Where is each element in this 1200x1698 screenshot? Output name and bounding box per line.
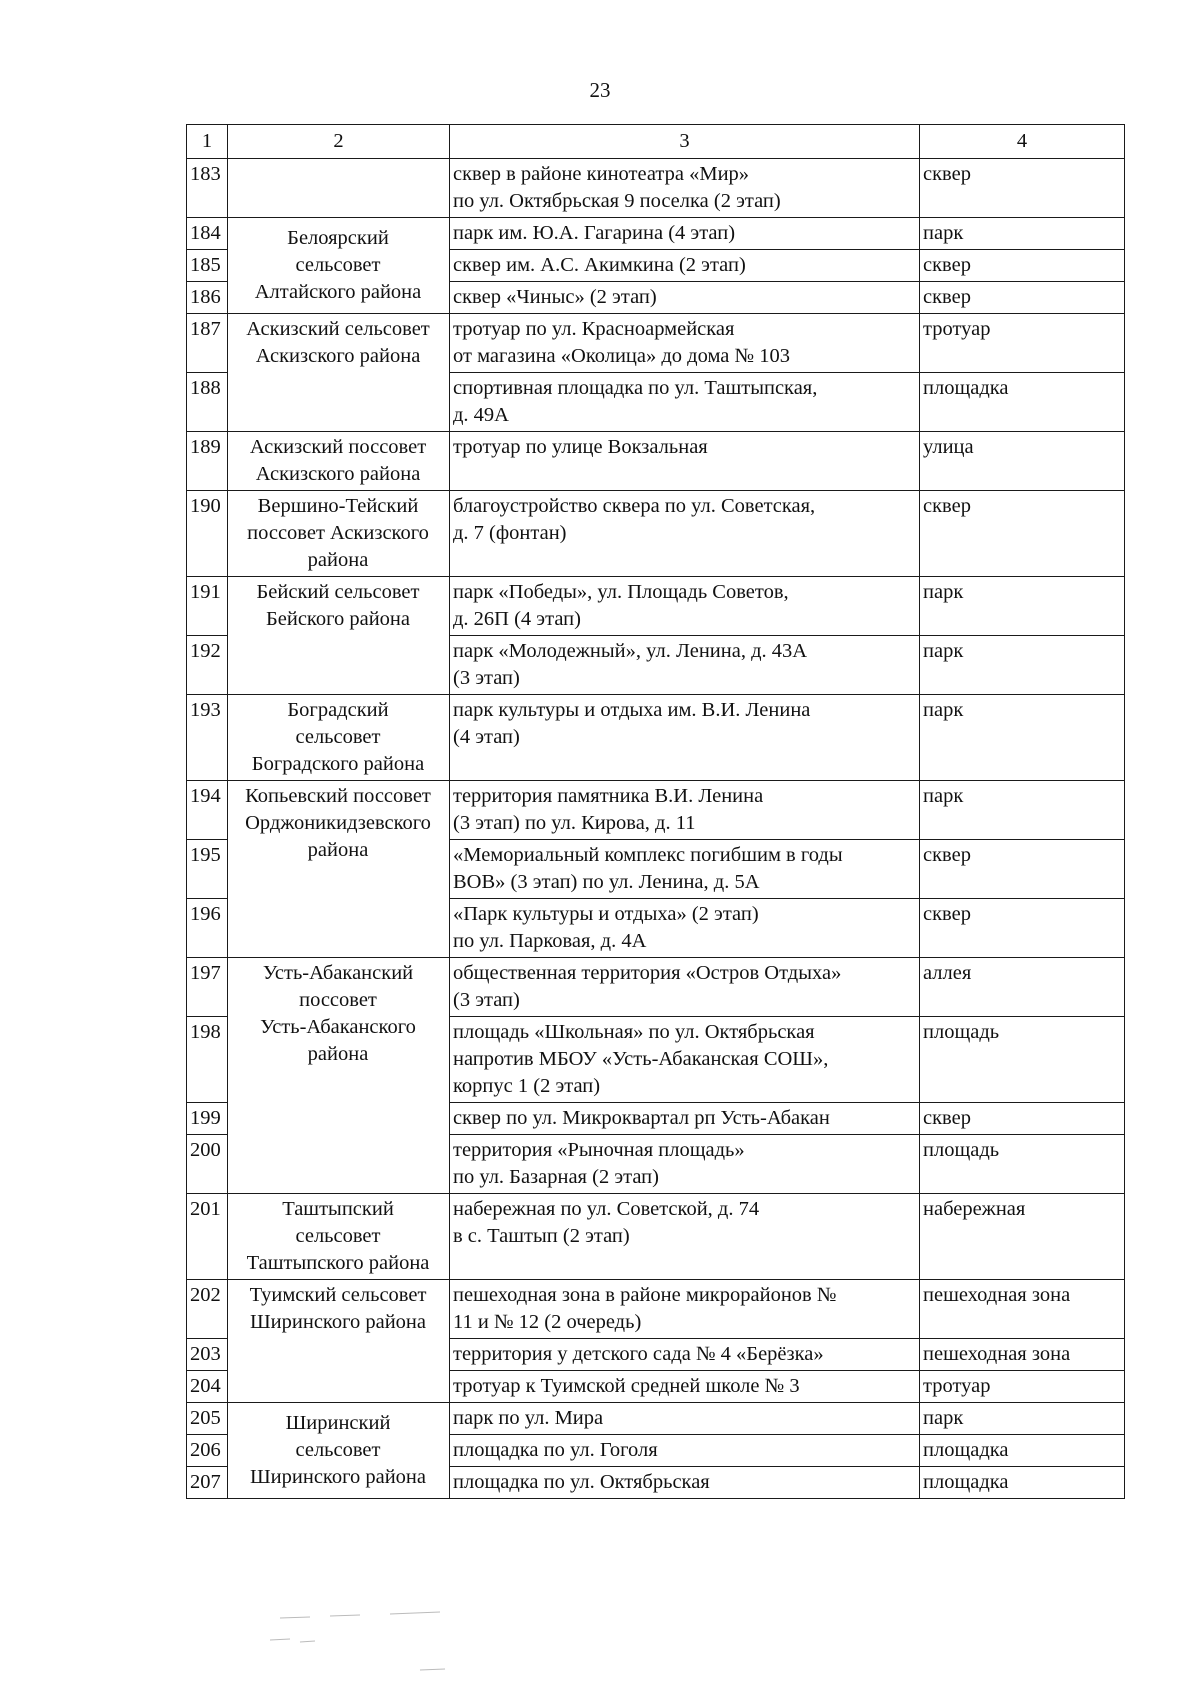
row-number: 187 [187, 314, 228, 373]
row-number: 186 [187, 282, 228, 314]
cell-line: Туимский сельсовет [249, 1284, 427, 1306]
cell-line: сквер «Чиныс» (2 этап) [453, 286, 657, 308]
cell-line: района [307, 549, 369, 571]
cell-line: площадь «Школьная» по ул. Октябрьская [453, 1021, 815, 1043]
cell-line: Ширинского района [249, 1466, 427, 1488]
type-cell: сквер [920, 899, 1125, 958]
table-row [187, 1280, 1125, 1339]
table-row [187, 491, 1125, 577]
cell-line: (3 этап) [453, 667, 520, 689]
cell-line: Боградский [287, 699, 389, 721]
row-number: 194 [187, 781, 228, 840]
location-cell [228, 314, 450, 432]
cell-line: сквер им. А.С. Акимкина (2 этап) [453, 254, 746, 276]
type-cell: парк [920, 636, 1125, 695]
table-row [187, 695, 1125, 781]
type-cell: тротуар [920, 1371, 1125, 1403]
header-col-3: 3 [450, 125, 920, 159]
location-cell [228, 1194, 450, 1280]
header-col-1: 1 [187, 125, 228, 159]
row-number: 184 [187, 218, 228, 250]
cell-line: тротуар к Туимской средней школе № 3 [453, 1375, 800, 1397]
row-number: 193 [187, 695, 228, 781]
cell-line: Аскизский поссовет [249, 436, 427, 458]
object-cell [450, 1403, 920, 1435]
location-cell [228, 432, 450, 491]
location-cell [228, 781, 450, 958]
table-body [187, 159, 1125, 1499]
object-cell [450, 1280, 920, 1339]
row-number: 205 [187, 1403, 228, 1435]
cell-line: парк культуры и отдыха им. В.И. Ленина [453, 699, 811, 721]
object-cell [450, 1103, 920, 1135]
cell-line: Усть-Абаканский [262, 962, 414, 984]
object-cell [450, 314, 920, 373]
row-number: 190 [187, 491, 228, 577]
cell-line: Ширинского района [249, 1311, 427, 1333]
cell-line: Аскизский сельсовет [246, 318, 430, 340]
row-number: 195 [187, 840, 228, 899]
cell-line: сельсовет [295, 1225, 381, 1247]
cell-line: от магазина «Околица» до дома № 103 [453, 345, 790, 367]
cell-line: Аскизского района [255, 345, 421, 367]
row-number: 191 [187, 577, 228, 636]
type-cell: площадка [920, 373, 1125, 432]
cell-line: площадка по ул. Октябрьская [453, 1471, 710, 1493]
type-cell: пешеходная зона [920, 1280, 1125, 1339]
object-cell [450, 432, 920, 491]
type-cell: набережная [920, 1194, 1125, 1280]
cell-line: сельсовет [295, 1439, 381, 1461]
header-col-4: 4 [920, 125, 1125, 159]
table-row [187, 432, 1125, 491]
cell-line: пешеходная зона в районе микрорайонов № [453, 1284, 837, 1306]
cell-line: корпус 1 (2 этап) [453, 1075, 601, 1097]
object-cell [450, 159, 920, 218]
cell-line: по ул. Парковая, д. 4А [453, 930, 647, 952]
cell-line: «Мемориальный комплекс погибшим в годы [453, 844, 843, 866]
cell-line: Вершино-Тейский [257, 495, 419, 517]
type-cell: тротуар [920, 314, 1125, 373]
location-cell [228, 218, 450, 314]
object-cell [450, 1467, 920, 1499]
type-cell: площадка [920, 1435, 1125, 1467]
row-number: 204 [187, 1371, 228, 1403]
type-cell: парк [920, 218, 1125, 250]
cell-line: д. 7 (фонтан) [453, 522, 567, 544]
type-cell: площадь [920, 1135, 1125, 1194]
type-cell: сквер [920, 250, 1125, 282]
row-number: 200 [187, 1135, 228, 1194]
cell-line: парк «Победы», ул. Площадь Советов, [453, 581, 789, 603]
cell-line: тротуар по ул. Красноармейская [453, 318, 735, 340]
cell-line: Бейского района [265, 608, 411, 630]
row-number: 206 [187, 1435, 228, 1467]
location-cell [228, 491, 450, 577]
object-cell [450, 636, 920, 695]
cell-line: Таштыпский [282, 1198, 394, 1220]
cell-line: в с. Таштып (2 этап) [453, 1225, 630, 1247]
row-number: 201 [187, 1194, 228, 1280]
type-cell: площадь [920, 1017, 1125, 1103]
object-cell [450, 899, 920, 958]
object-cell [450, 1017, 920, 1103]
table-row [187, 577, 1125, 636]
object-cell [450, 250, 920, 282]
type-cell: сквер [920, 491, 1125, 577]
cell-line: Боградского района [251, 753, 425, 775]
cell-line: Аскизского района [255, 463, 421, 485]
cell-line: (3 этап) по ул. Кирова, д. 11 [453, 812, 696, 834]
cell-line: Алтайского района [254, 281, 422, 303]
cell-line: парк «Молодежный», ул. Ленина, д. 43А [453, 640, 808, 662]
cell-line: сквер в районе кинотеатра «Мир» [453, 163, 750, 185]
table-row [187, 1194, 1125, 1280]
type-cell: парк [920, 781, 1125, 840]
type-cell: площадка [920, 1467, 1125, 1499]
location-cell [228, 958, 450, 1194]
type-cell: парк [920, 695, 1125, 781]
row-number: 203 [187, 1339, 228, 1371]
table-row [187, 781, 1125, 840]
header-row [187, 125, 1125, 159]
table-row [187, 159, 1125, 218]
object-cell [450, 1194, 920, 1280]
cell-line: сельсовет [295, 254, 381, 276]
object-cell [450, 1371, 920, 1403]
type-cell: пешеходная зона [920, 1339, 1125, 1371]
cell-line: спортивная площадка по ул. Таштыпская, [453, 377, 818, 399]
cell-line: по ул. Октябрьская 9 поселка (2 этап) [453, 190, 781, 212]
type-cell: сквер [920, 1103, 1125, 1135]
object-cell [450, 958, 920, 1017]
cell-line: поссовет Аскизского [247, 522, 429, 544]
cell-line: Усть-Абаканского [260, 1016, 416, 1038]
location-cell [228, 1403, 450, 1499]
table-row [187, 218, 1125, 250]
type-cell: парк [920, 577, 1125, 636]
cell-line: территория у детского сада № 4 «Берёзка» [453, 1343, 824, 1365]
object-cell [450, 218, 920, 250]
row-number: 207 [187, 1467, 228, 1499]
cell-line: ВОВ» (3 этап) по ул. Ленина, д. 5А [453, 871, 760, 893]
row-number: 196 [187, 899, 228, 958]
location-cell [228, 695, 450, 781]
cell-line: площадка по ул. Гоголя [453, 1439, 658, 1461]
row-number: 185 [187, 250, 228, 282]
location-cell [228, 1280, 450, 1403]
cell-line: территория «Рыночная площадь» [453, 1139, 745, 1161]
cell-line: тротуар по улице Вокзальная [453, 436, 708, 458]
object-cell [450, 1435, 920, 1467]
object-cell [450, 1339, 920, 1371]
row-number: 192 [187, 636, 228, 695]
cell-line: Бейский сельсовет [256, 581, 420, 603]
header-col-2: 2 [228, 125, 450, 159]
object-cell [450, 695, 920, 781]
row-number: 189 [187, 432, 228, 491]
object-cell [450, 781, 920, 840]
row-number: 202 [187, 1280, 228, 1339]
page-number: 23 [589, 78, 611, 102]
table-row [187, 314, 1125, 373]
territories-table [186, 124, 1125, 1499]
object-cell [450, 577, 920, 636]
cell-line: благоустройство сквера по ул. Советская, [453, 495, 816, 517]
cell-line: д. 26П (4 этап) [453, 608, 581, 630]
type-cell: улица [920, 432, 1125, 491]
cell-line: напротив МБОУ «Усть-Абаканская СОШ», [453, 1048, 829, 1070]
type-cell: сквер [920, 159, 1125, 218]
cell-line: территория памятника В.И. Ленина [453, 785, 764, 807]
cell-line: поссовет [299, 989, 377, 1011]
cell-line: «Парк культуры и отдыха» (2 этап) [453, 903, 759, 925]
cell-line: (4 этап) [453, 726, 520, 748]
cell-line: парк им. Ю.А. Гагарина (4 этап) [453, 222, 736, 244]
location-cell [228, 577, 450, 695]
cell-line: района [307, 839, 369, 861]
cell-line: сквер по ул. Микроквартал рп Усть-Абакан [453, 1107, 830, 1129]
type-cell: сквер [920, 282, 1125, 314]
row-number: 188 [187, 373, 228, 432]
cell-line: Белоярский [287, 227, 389, 249]
cell-line: Ширинский [285, 1412, 391, 1434]
cell-line: общественная территория «Остров Отдыха» [453, 962, 842, 984]
cell-line: Орджоникидзевского [245, 812, 431, 834]
cell-line: района [307, 1043, 369, 1065]
object-cell [450, 282, 920, 314]
cell-line: Таштыпского района [246, 1252, 430, 1274]
object-cell [450, 373, 920, 432]
row-number: 199 [187, 1103, 228, 1135]
cell-line: д. 49А [453, 404, 509, 426]
type-cell: парк [920, 1403, 1125, 1435]
row-number: 198 [187, 1017, 228, 1103]
cell-line: (3 этап) [453, 989, 520, 1011]
table-row [187, 958, 1125, 1017]
object-cell [450, 1135, 920, 1194]
type-cell: аллея [920, 958, 1125, 1017]
cell-line: по ул. Базарная (2 этап) [453, 1166, 659, 1188]
cell-line: сельсовет [295, 726, 381, 748]
scan-noise [270, 1600, 490, 1680]
cell-line: набережная по ул. Советской, д. 74 [453, 1198, 760, 1220]
row-number: 183 [187, 159, 228, 218]
row-number: 197 [187, 958, 228, 1017]
type-cell: сквер [920, 840, 1125, 899]
object-cell [450, 840, 920, 899]
cell-line: 11 и № 12 (2 очередь) [453, 1311, 642, 1333]
object-cell [450, 491, 920, 577]
cell-line: Копьевский поссовет [245, 785, 431, 807]
location-cell [228, 159, 450, 218]
table-row [187, 1403, 1125, 1435]
cell-line: парк по ул. Мира [453, 1407, 604, 1429]
